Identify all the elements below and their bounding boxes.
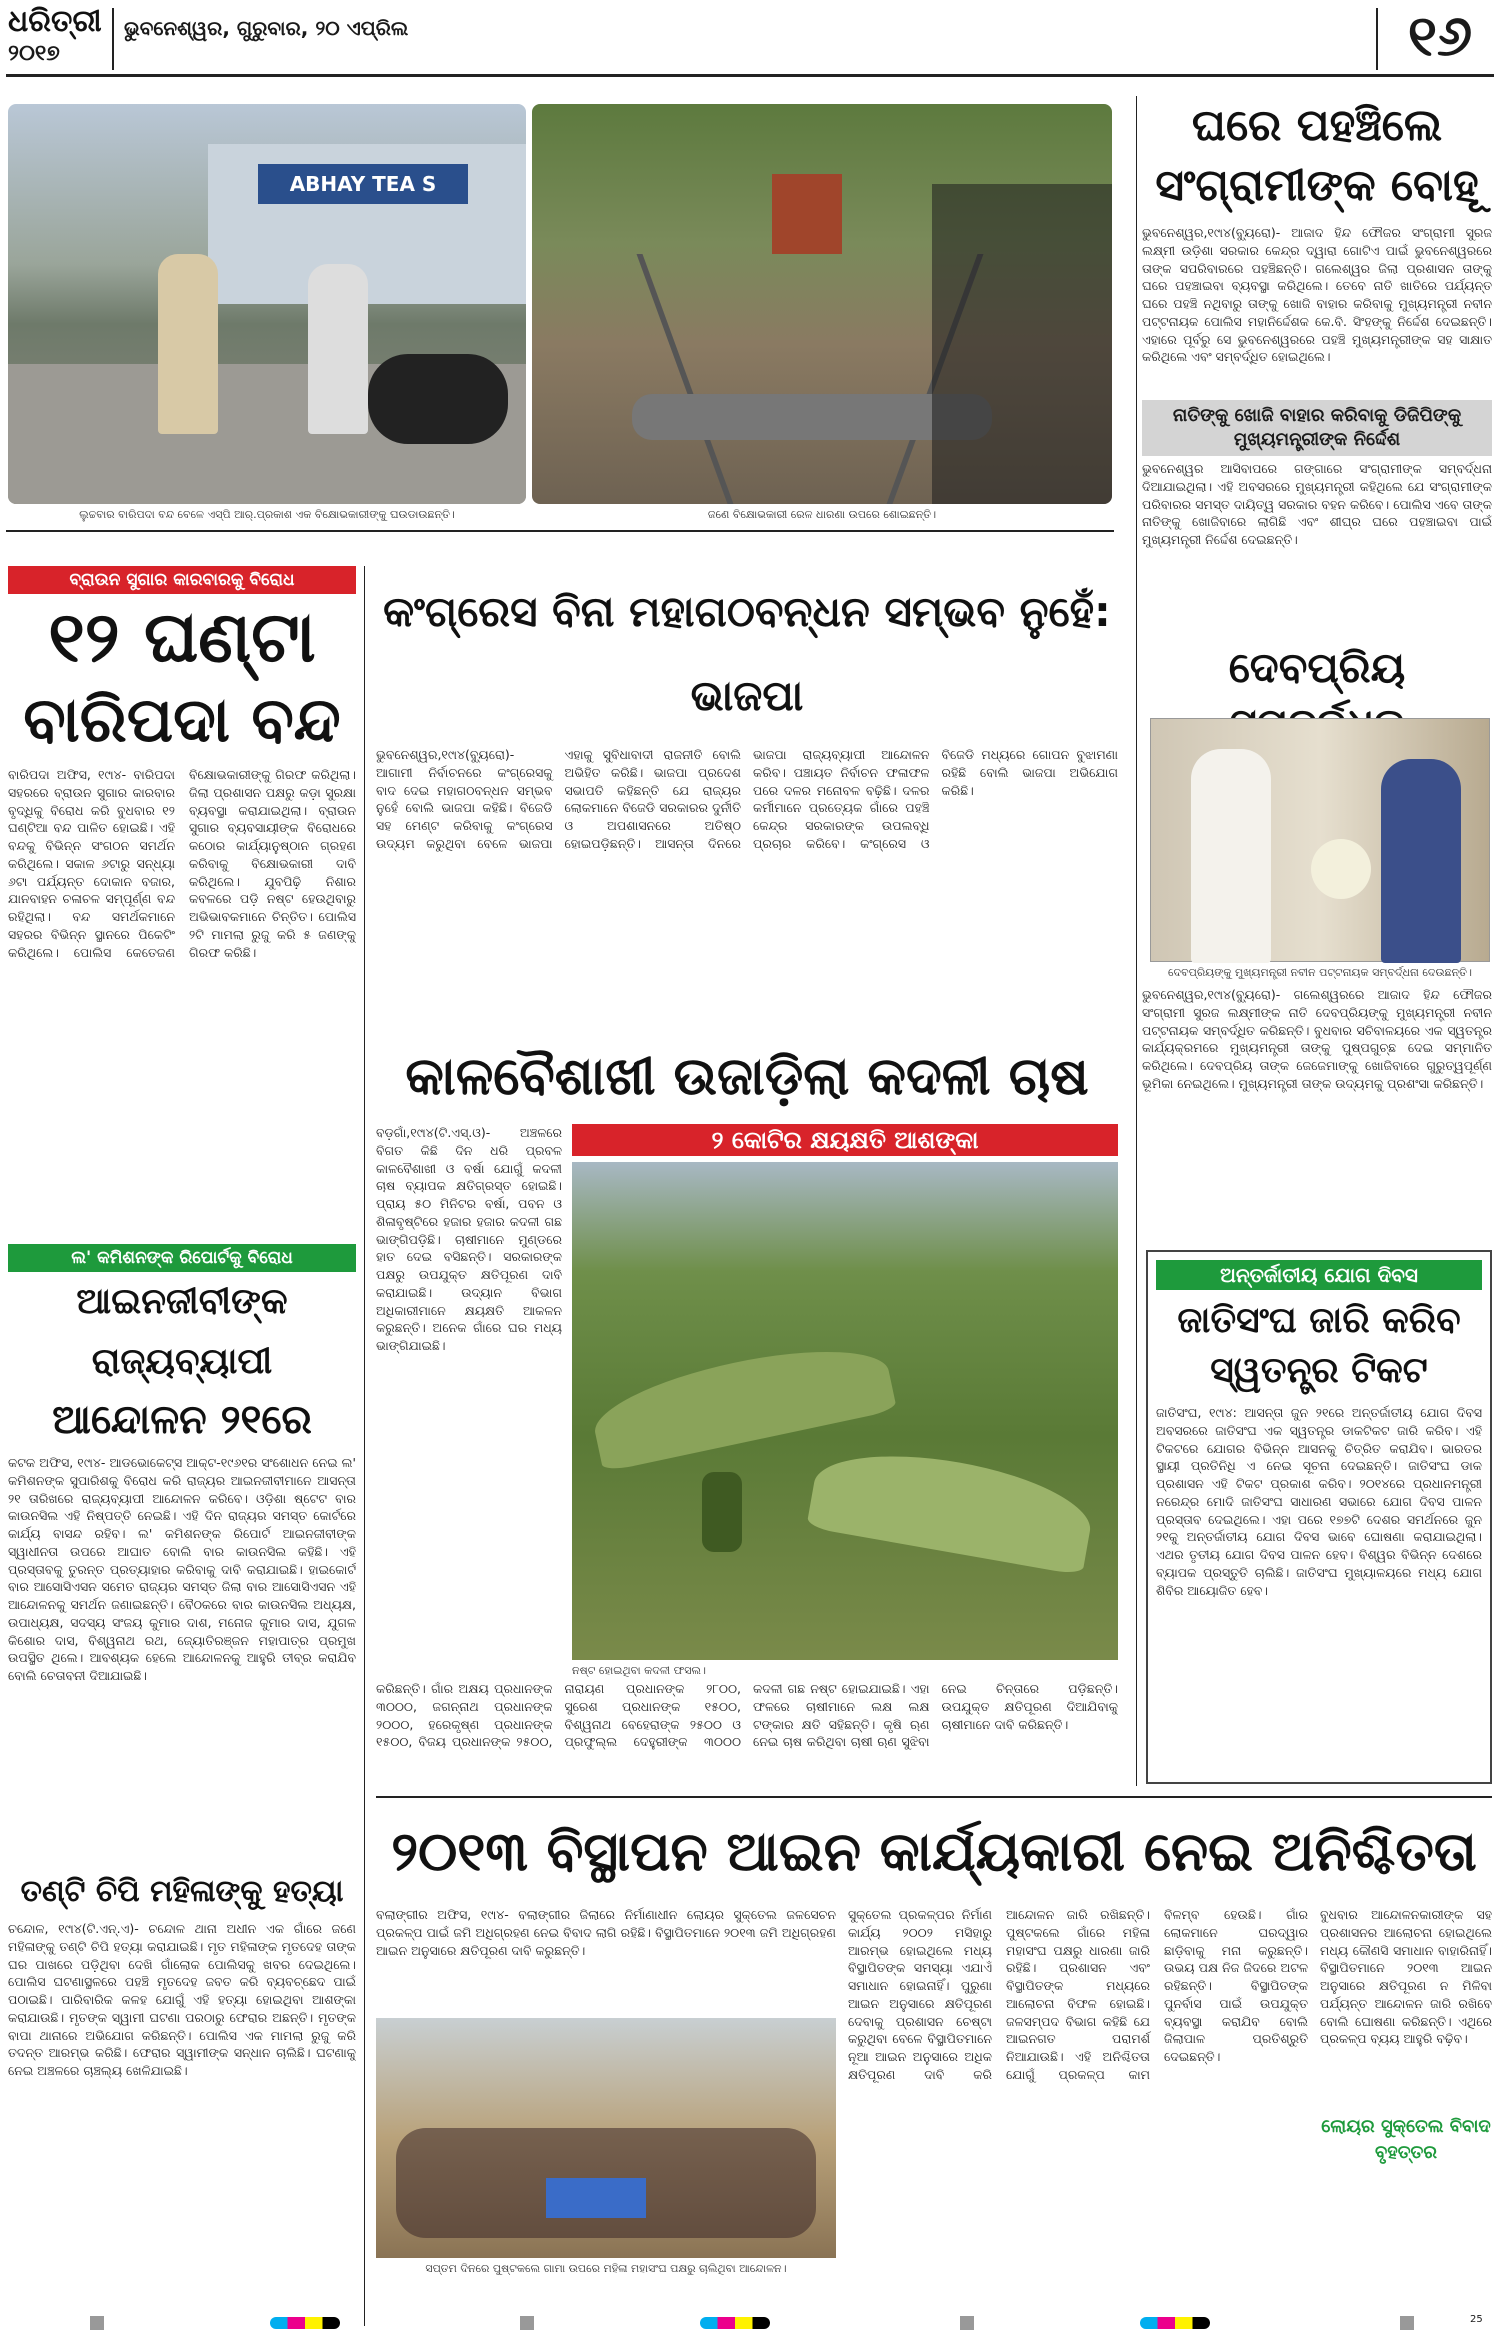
body-baripada: ବାରିପଦା ଅଫିସ, ୧୯ା୪- ବାରିପଦା ସହରରେ ବ୍ରାଉନ ସୁଗାର କାରବାର ବୃଦ୍ଧିକୁ ବିରୋଧ କରି ବୁଧବାର ୧୨ ଘଣ୍ଟିଆ ବନ୍ଦ ପାଳିତ ହୋଇଛି। ଏହି ବନ୍ଦକୁ ବିଭିନ୍ନ ସଂଗଠନ ସମର୍ଥନ କରିଥିଲେ। ସକାଳ ୬ଟାରୁ ସନ୍ଧ୍ୟା ୬ଟା ପର୍ଯ୍ୟନ୍ତ ଦୋକାନ ବଜାର, ଯାନବାହନ ଚଳାଚଳ ସମ୍ପୂର୍ଣ୍ଣ ବନ୍ଦ ରହିଥିଲା। ବନ୍ଦ ସମର୍ଥକମାନେ ସହରର ବିଭିନ୍ନ ସ୍ଥାନରେ ପିକେଟିଂ କରିଥିଲେ। ପୋଲିସ କେତେଜଣ ବିକ୍ଷୋଭକାରୀଙ୍କୁ ଗିରଫ କରିଥିଲା। ଜିଲା ପ୍ରଶାସନ ପକ୍ଷରୁ କଡ଼ା ସୁରକ୍ଷା ବ୍ୟବସ୍ଥା କରାଯାଇଥିଲା। ବ୍ରାଉନ ସୁଗାର ବ୍ୟବସାୟୀଙ୍କ ବିରୋଧରେ କଠୋର କାର୍ଯ୍ୟାନୁଷ୍ଠାନ ଗ୍ରହଣ କରିବାକୁ ବିକ୍ଷୋଭକାରୀ ଦାବି କରିଥିଲେ। ଯୁବପିଢ଼ି ନିଶାର କବଳରେ ପଡ଼ି ନଷ୍ଟ ହେଉଥିବାରୁ ଅଭିଭାବକମାନେ ଚିନ୍ତିତ। ପୋଲିସ ୨ଟି ମାମଲା ରୁଜୁ କରି ୫ ଜଣଙ୍କୁ ଗିରଫ କରିଛି। (8, 767, 356, 960)
logo-year: ୨୦୧୭ (8, 41, 60, 66)
body2-sangrami: ଭୁବନେଶ୍ୱର ଆସିବାପରେ ଗଙ୍ଗାରେ ସଂଗ୍ରାମୀଙ୍କ ସମ୍ବର୍ଦ୍ଧନା ଦିଆଯାଇଥିଲା। ଏହି ଅବସରରେ ମୁଖ୍ୟମନ୍ତ୍ରୀ କହିଥିଲେ ଯେ ସଂଗ୍ରାମୀଙ୍କ ପରିବାରର ସମସ୍ତ ଦାୟିତ୍ୱ ସରକାର ବହନ କରିବେ। ପୋଲିସ ଏବେ ତାଙ୍କ ନାତିଙ୍କୁ ଖୋଜିବାରେ ଲାଗିଛି ଏବଂ ଶୀଘ୍ର ଘରେ ପହଞ୍ଚାଇବା ପାଇଁ ମୁଖ୍ୟମନ୍ତ୍ରୀ ନିର୍ଦ୍ଦେଶ ଦେଇଛନ୍ତି। (1142, 461, 1492, 547)
headline-baripada-2: ବାରିପଦା ବନ୍ଦ (23, 683, 341, 756)
body-murder: ଚନ୍ଦୋଳ, ୧୯ା୪(ଟି.ଏନ୍‌.ଏ)- ଚନ୍ଦୋଳ ଥାନା ଅଧୀନ ଏକ ଗାଁରେ ଜଣେ ମହିଳାଙ୍କୁ ତଣ୍ଟି ଚିପି ହତ୍ୟା କରାଯାଇଛି। ମୃତ ମହିଳାଙ୍କ ମୃତଦେହ ତାଙ୍କ ଘର ପାଖରେ ପଡ଼ିଥିବା ଦେଖି ଗାଁଲୋକ ପୋଲିସକୁ ଖବର ଦେଇଥିଲେ। ପୋଲିସ ଘଟଣାସ୍ଥଳରେ ପହଞ୍ଚି ମୃତଦେହ ଜବତ କରି ବ୍ୟବଚ୍ଛେଦ ପାଇଁ ପଠାଇଛି। ପାରିବାରିକ କଳହ ଯୋଗୁଁ ଏହି ହତ୍ୟା ହୋଇଥିବା ଆଶଙ୍କା କରାଯାଉଛି। ମୃତଙ୍କ ସ୍ୱାମୀ ଘଟଣା ପରଠାରୁ ଫେରାର ଅଛନ୍ତି। ମୃତଙ୍କ ବାପା ଥାନାରେ ଅଭିଯୋଗ କରିଛନ୍ତି। ପୋଲିସ ଏକ ମାମଲା ରୁଜୁ କରି ତଦନ୍ତ ଆରମ୍ଭ କରିଛି। ଫେରାର ସ୍ୱାମୀଙ୍କ ସନ୍ଧାନ ଚାଲିଛି। ଘଟଣାକୁ ନେଇ ଅଞ୍ଚଳରେ ଚାଞ୍ଚଲ୍ୟ ଖେଳିଯାଇଛି। (8, 1921, 356, 2078)
body-lawyers: କଟକ ଅଫିସ, ୧୯ା୪- ଆଡଭୋକେଟ୍ସ ଆକ୍ଟ-୧୯୬୧ର ସଂଶୋଧନ ନେଇ ଲ' କମିଶନଙ୍କ ସୁପାରିଶକୁ ବିରୋଧ କରି ରାଜ୍ୟର ଆଇନଜୀବୀମାନେ ଆସନ୍ତା ୨୧ ତାରିଖରେ ରାଜ୍ୟବ୍ୟାପୀ ଆନ୍ଦୋଳନ କରିବେ। ଓଡ଼ିଶା ଷ୍ଟେଟ ବାର କାଉନସିଲ ଏହି ନିଷ୍ପତ୍ତି ନେଇଛି। ଏହି ଦିନ ରାଜ୍ୟର ସମସ୍ତ କୋର୍ଟରେ କାର୍ଯ୍ୟ ବାସନ୍ଦ ରହିବ। ଲ' କମିଶନଙ୍କ ରିପୋର୍ଟ ଆଇନଜୀବୀଙ୍କ ସ୍ୱାଧୀନତା ଉପରେ ଆଘାତ ବୋଲି ବାର କାଉନସିଲ କହିଛି। ଏହି ପ୍ରସ୍ତାବକୁ ତୁରନ୍ତ ପ୍ରତ୍ୟାହାର କରିବାକୁ ଦାବି କରାଯାଇଛି। ହାଇକୋର୍ଟ ବାର ଆସୋସିଏସନ ସମେତ ରାଜ୍ୟର ସମସ୍ତ ଜିଲା ବାର ଆସୋସିଏସନ ଏହି ଆନ୍ଦୋଳନକୁ ସମର୍ଥନ ଜଣାଇଛନ୍ତି। ବୈଠକରେ ବାର କାଉନସିଲ ଅଧ୍ୟକ୍ଷ, ଉପାଧ୍ୟକ୍ଷ, ସଦସ୍ୟ ସଂଜୟ କୁମାର ଦାଶ, ମନୋଜ କୁମାର ଦାସ, ଯୁଗଳ କିଶୋର ଦାସ, ବିଶ୍ୱନାଥ ରଥ, ଜ୍ୟୋତିରଞ୍ଜନ ମହାପାତ୍ର ପ୍ରମୁଖ ଉପସ୍ଥିତ ଥିଲେ। ଆବଶ୍ୟକ ହେଲେ ଆନ୍ଦୋଳନକୁ ଆହୁରି ତୀବ୍ର କରାଯିବ ବୋଲି ଚେତାବନୀ ଦିଆଯାଇଛି। (8, 1455, 356, 1683)
reg-mark-gray-4 (1400, 2316, 1414, 2330)
man-figure (308, 264, 368, 434)
body-debapriya: ଭୁବନେଶ୍ୱର,୧୯ା୪(ବ୍ୟୁରୋ)- ଗଲେଶ୍ୱରରେ ଆଜାଦ ହିନ୍ଦ ଫୌଜର ସଂଗ୍ରାମୀ ସୁରଜ ଲକ୍ଷ୍ମୀଙ୍କ ନାତି ଦେବପ୍ରିୟଙ୍କୁ ମୁଖ୍ୟମନ୍ତ୍ରୀ ନବୀନ ପଟ୍ଟନାୟକ ସମ୍ବର୍ଦ୍ଧିତ କରିଛନ୍ତି। ବୁଧବାର ସଚିବାଳୟରେ ଏକ ସ୍ୱତନ୍ତ୍ର କାର୍ଯ୍ୟକ୍ରମରେ ମୁଖ୍ୟମନ୍ତ୍ରୀ ତାଙ୍କୁ ପୁଷ୍ପଗୁଚ୍ଛ ଦେଇ ସମ୍ମାନିତ କରିଥିଲେ। ଦେବପ୍ରିୟ ତାଙ୍କ ଜେଜେମାଙ୍କୁ ଖୋଜିବାରେ ଗୁରୁତ୍ୱପୂର୍ଣ୍ଣ ଭୂମିକା ନେଇଥିଲେ। ମୁଖ୍ୟମନ୍ତ୍ରୀ ତାଙ୍କ ଉଦ୍ୟମକୁ ପ୍ରଶଂସା କରିଛନ୍ତି। (1142, 987, 1492, 1091)
story-congress (376, 570, 1118, 980)
headline-debapriya: ଦେବପ୍ରିୟ (1228, 643, 1406, 692)
story-displacement (376, 1806, 1492, 2306)
body-banana-left: ବଡ଼ଗାଁ,୧୯ା୪(ଟି.ଏସ୍‌.ଓ)- ଅଞ୍ଚଳରେ ବିଗତ କିଛି ଦିନ ଧରି ପ୍ରବଳ କାଳବୈଶାଖୀ ଓ ବର୍ଷା ଯୋଗୁଁ କଦଳୀ ଚାଷ ବ୍ୟାପକ କ୍ଷତିଗ୍ରସ୍ତ ହୋଇଛି। ପ୍ରାୟ ୫୦ ମିନିଟର ବର୍ଷା, ପବନ ଓ ଶିଳାବୃଷ୍ଟିରେ ହଜାର ହଜାର କଦଳୀ ଗଛ ଭାଙ୍ଗିପଡ଼ିଛି। ଚାଷୀମାନେ ମୁଣ୍ଡରେ ହାତ ଦେଇ ବସିଛନ୍ତି। ସରକାରଙ୍କ ପକ୍ଷରୁ ଉପଯୁକ୍ତ କ୍ଷତିପୂରଣ ଦାବି କରାଯାଇଛି। ଉଦ୍ୟାନ ବିଭାଗ ଅଧିକାରୀମାନେ କ୍ଷୟକ୍ଷତି ଆକଳନ କରୁଛନ୍ତି। ଅନେକ ଗାଁରେ ଘର ମଧ୍ୟ ଭାଙ୍ଗିଯାଇଛି। (376, 1125, 562, 1353)
subhead-sangrami: ନାତିଙ୍କୁ ଖୋଜି ବାହାର କରିବାକୁ ଡିଜିପିଙ୍କୁ ମୁଖ୍ୟମନ୍ତ୍ରୀଙ୍କ ନିର୍ଦ୍ଦେଶ (1142, 400, 1492, 456)
banana-bunch (702, 1472, 742, 1552)
blue-tarp (546, 2178, 646, 2218)
rule-above-displacement (376, 1796, 1492, 1798)
tag-baripada: ବ୍ରାଉନ ସୁଗାର କାରବାରକୁ ବିରୋଧ (8, 566, 356, 594)
color-dots-2 (700, 2317, 770, 2329)
train-engine (772, 174, 842, 254)
divider-left-col (364, 566, 365, 2326)
youth-figure (1381, 759, 1461, 963)
story-murder (8, 1870, 356, 2306)
reg-mark-gray-1 (90, 2316, 104, 2330)
crowd-right (932, 184, 1112, 504)
bouquet (1311, 839, 1371, 899)
masthead-divider-left (112, 8, 114, 70)
headline-yoga: ଜାତିସଂଘ ଜାରି କରିବ ସ୍ୱତନ୍ତ୍ର ଟିକଟ (1177, 1300, 1461, 1391)
divider-right-col-1 (1136, 96, 1137, 1786)
footer-bar (0, 2310, 1500, 2335)
color-dots-1 (270, 2317, 340, 2329)
tag-banana: ୨ କୋଟିର କ୍ଷୟକ୍ଷତି ଆଶଙ୍କା (572, 1124, 1118, 1156)
headline-lawyers-2: ଆନ୍ଦୋଳନ ୨୧ରେ (52, 1397, 312, 1443)
caption-rail-protest: ଜଣେ ବିକ୍ଷୋଭକାରୀ ରେଳ ଧାରଣା ଉପରେ ଶୋଇଛନ୍ତି। (707, 508, 937, 521)
rail-track-left (637, 254, 734, 504)
cm-figure (1191, 749, 1271, 963)
photo-rail-protest (532, 104, 1112, 504)
story-yoga (1146, 1250, 1492, 1784)
headline-lawyers-1: ଆଇନଜୀବୀଙ୍କ ରାଜ୍ୟବ୍ୟାପୀ (76, 1281, 288, 1382)
subhead-displacement: ଲୋୟର ସୁକ୍ତେଲ ବିବାଦ ବୃହତ୍ତର (1321, 2116, 1491, 2163)
footer-page-code: 25 (1470, 2314, 1483, 2325)
tag-yoga: ଅନ୍ତର୍ଜାତୀୟ ଯୋଗ ଦିବସ (1156, 1260, 1482, 1290)
body-displacement-right: ସୁକ୍ତେଲ ପ୍ରକଳ୍ପର ନିର୍ମାଣ କାର୍ଯ୍ୟ ୨୦୦୨ ମସିହାରୁ ଆରମ୍ଭ ହୋଇଥିଲେ ମଧ୍ୟ ବିସ୍ଥାପିତଙ୍କ ସମସ୍ୟା ଏଯାଏଁ ସମାଧାନ ହୋଇନାହିଁ। ପୁରୁଣା ଆଇନ ଅନୁସାରେ କ୍ଷତିପୂରଣ ଦେବାକୁ ପ୍ରଶାସନ ଚେଷ୍ଟା କରୁଥିବା ବେଳେ ବିସ୍ଥାପିତମାନେ ନୂଆ ଆଇନ ଅନୁସାରେ ଅଧିକ କ୍ଷତିପୂରଣ ଦାବି କରି ଆନ୍ଦୋଳନ ଜାରି ରଖିଛନ୍ତି। ପୁଷ୍ଟକଲେ ଗାଁରେ ମହିଳା ମହାସଂଘ ପକ୍ଷରୁ ଧାରଣା ଜାରି ରହିଛି। ପ୍ରଶାସନ ଏବଂ ବିସ୍ଥାପିତଙ୍କ ମଧ୍ୟରେ ଆଲୋଚନା ବିଫଳ ହୋଇଛି। ଜଳସମ୍ପଦ ବିଭାଗ କହିଛି ଯେ ଆଇନଗତ ପରାମର୍ଶ ନିଆଯାଉଛି। ଏହି ଅନିଶ୍ଚିତତା ଯୋଗୁଁ ପ୍ରକଳ୍ପ କାମ ବିଳମ୍ବ ହେଉଛି। ଗାଁର ଲୋକମାନେ ଘରଦ୍ୱାର ଛାଡ଼ିବାକୁ ମନା କରୁଛନ୍ତି। ଉଭୟ ପକ୍ଷ ନିଜ ଜିଦରେ ଅଟଳ ରହିଛନ୍ତି। ବିସ୍ଥାପିତଙ୍କ ପୁନର୍ବାସ ପାଇଁ ଉପଯୁକ୍ତ ବ୍ୟବସ୍ଥା କରାଯିବ ବୋଲି ଜିଲାପାଳ ପ୍ରତିଶ୍ରୁତି ଦେଇଛନ୍ତି। (848, 1907, 1308, 2082)
logo-text: ଧରିତ୍ରୀ (8, 4, 102, 39)
masthead (0, 0, 1500, 82)
photo-displacement (376, 2018, 836, 2258)
tag-lawyers: ଲ' କମିଶନଙ୍କ ରିପୋର୍ଟକୁ ବିରୋଧ (8, 1244, 356, 1272)
fallen-leaves-1 (587, 1332, 897, 1473)
shop-sign: ABHAY TEA S (258, 164, 468, 204)
story-lawyers (8, 1244, 356, 1864)
reg-mark-gray-3 (960, 2316, 974, 2330)
fallen-leaves-2 (806, 1438, 1097, 1575)
story-banana (376, 1040, 1118, 1780)
headline-baripada-1: ୧୨ ଘଣ୍ଟା (48, 596, 316, 678)
story-baripada (8, 566, 356, 1196)
subhead-box-displacement (1320, 1906, 1492, 2298)
dateline: ଭୁବନେଶ୍ୱର, ଗୁରୁବାର, ୨୦ ଏପ୍ରିଲ (124, 16, 409, 40)
page-number: ୧୬ (1407, 4, 1473, 69)
reg-mark-gray-2 (520, 2316, 534, 2330)
caption-banana: ନଷ୍ଟ ହୋଇଥିବା କଦଳୀ ଫସଲ। (572, 1664, 706, 1677)
body-sangrami: ଭୁବନେଶ୍ୱର,୧୯ା୪(ବ୍ୟୁରୋ)- ଆଜାଦ ହିନ୍ଦ ଫୌଜର ସଂଗ୍ରାମୀ ସୁରଜ ଲକ୍ଷ୍ମୀ ଉଡ଼ିଶା ସରକାର କେନ୍ଦ୍ର ଦ୍ୱାରା ଗୋଟିଏ ପାଇଁ ଭୁବନେଶ୍ୱରରେ ତାଙ୍କ ସପରିବାରରେ ପହଞ୍ଚିଛନ୍ତି। ଗଲେଶ୍ୱର ଜିଲା ପ୍ରଶାସନ ତାଙ୍କୁ ଘରେ ପହଞ୍ଚାଇବା ବ୍ୟବସ୍ଥା କରିଥିଲେ। ତେବେ ନାତି ଖାତିରେ ପର୍ଯ୍ୟନ୍ତ ଘରେ ପହଞ୍ଚି ନଥିବାରୁ ତାଙ୍କୁ ଖୋଜି ବାହାର କରିବାକୁ ମୁଖ୍ୟମନ୍ତ୍ରୀ ନବୀନ ପଟ୍ଟନାୟକ ପୋଲିସ ମହାନିର୍ଦ୍ଦେଶକ କେ.ବି. ସିଂହଙ୍କୁ ନିର୍ଦ୍ଦେଶ ଦେଇଛନ୍ତି। ଏହାରେ ପୂର୍ବରୁ ସେ ଭୁବନେଶ୍ୱରରେ ପହଞ୍ଚି ମୁଖ୍ୟମନ୍ତ୍ରୀଙ୍କ ସହ ସାକ୍ଷାତ କରିଥିଲେ ଏବଂ ସମ୍ବର୍ଦ୍ଧିତ ହୋଇଥିଲେ। (1142, 225, 1492, 365)
body-banana-bottom: କରିଛନ୍ତି। ଗାଁର ଅକ୍ଷୟ ପ୍ରଧାନଙ୍କ ୩୦୦୦, ଜଗନ୍ନାଥ ପ୍ରଧାନଙ୍କ ୨୦୦୦, ହରେକୃଷ୍ଣ ପ୍ରଧାନଙ୍କ ୧୫୦୦, ବିଜୟ ପ୍ରଧାନଙ୍କ ୨୫୦୦, ନାରାୟଣ ପ୍ରଧାନଙ୍କ ୨୮୦୦, ସୁରେଶ ପ୍ରଧାନଙ୍କ ୧୫୦୦, ବିଶ୍ୱନାଥ ବେହେରାଙ୍କ ୨୫୦୦ ଓ ପ୍ରଫୁଲ୍ଲ ଦେହୁରୀଙ୍କ ୩୦୦୦ କଦଳୀ ଗଛ ନଷ୍ଟ ହୋଇଯାଇଛି। ଏହା ଫଳରେ ଚାଷୀମାନେ ଲକ୍ଷ ଲକ୍ଷ ଟଙ୍କାର କ୍ଷତି ସହିଛନ୍ତି। କୃଷି ଋଣ ନେଇ ଚାଷ କରିଥିବା ଚାଷୀ ଋଣ ସୁଝିବା ନେଇ ଚିନ୍ତାରେ ପଡ଼ିଛନ୍ତି। ଉପଯୁକ୍ତ କ୍ଷତିପୂରଣ ଦିଆଯିବାକୁ ଚାଷୀମାନେ ଦାବି କରିଛନ୍ତି। (376, 1681, 1118, 1750)
body-yoga: ଜାତିସଂଘ, ୧୯ା୪: ଆସନ୍ତା ଜୁନ ୨୧ରେ ଅନ୍ତର୍ଜାତୀୟ ଯୋଗ ଦିବସ ଅବସରରେ ଜାତିସଂଘ ଏକ ସ୍ୱତନ୍ତ୍ର ଡାକଟିକଟ ଜାରି କରିବ। ଏହି ଟିକଟରେ ଯୋଗର ବିଭିନ୍ନ ଆସନକୁ ଚିତ୍ରିତ କରାଯିବ। ଭାରତର ସ୍ଥାୟୀ ପ୍ରତିନିଧି ଏ ନେଇ ସୂଚନା ଦେଇଛନ୍ତି। ଜାତିସଂଘ ଡାକ ପ୍ରଶାସନ ଏହି ଟିକଟ ପ୍ରକାଶ କରିବ। ୨୦୧୪ରେ ପ୍ରଧାନମନ୍ତ୍ରୀ ନରେନ୍ଦ୍ର ମୋଦି ଜାତିସଂଘ ସାଧାରଣ ସଭାରେ ଯୋଗ ଦିବସ ପାଳନ ପ୍ରସ୍ତାବ ଦେଇଥିଲେ। ଏହା ପରେ ୧୭୭ଟି ଦେଶର ସମର୍ଥନରେ ଜୁନ ୨୧କୁ ଅନ୍ତର୍ଜାତୀୟ ଯୋଗ ଦିବସ ଭାବେ ଘୋଷଣା କରାଯାଇଥିଲା। ଏଥର ତୃତୀୟ ଯୋଗ ଦିବସ ପାଳନ ହେବ। ବିଶ୍ୱର ବିଭିନ୍ନ ଦେଶରେ ବ୍ୟାପକ ପ୍ରସ୍ତୁତି ଚାଲିଛି। ଜାତିସଂଘ ମୁଖ୍ୟାଳୟରେ ମଧ୍ୟ ଯୋଗ ଶିବିର ଆୟୋଜିତ ହେବ। (1156, 1405, 1482, 1598)
masthead-divider-right (1376, 8, 1378, 70)
caption-debapriya: ଦେବପ୍ରିୟଙ୍କୁ ମୁଖ୍ୟମନ୍ତ୍ରୀ ନବୀନ ପଟ୍ଟନାୟକ ସମ୍ବର୍ଦ୍ଧନା ଦେଉଛନ୍ତି। (1168, 966, 1472, 979)
policeman-figure (158, 254, 218, 434)
color-dots-3 (1140, 2317, 1210, 2329)
newspaper-logo (8, 4, 108, 74)
headline-congress: କଂଗ୍ରେସ ବିନା ମହାଗଠବନ୍ଧନ ସମ୍ଭବ ନୁହେଁ: ଭାଜପା (383, 587, 1111, 720)
body-displacement-side: ବୁଧବାର ଆନ୍ଦୋଳନକାରୀଙ୍କ ସହ ପ୍ରଶାସନର ଆଲୋଚନା ହୋଇଥିଲେ ମଧ୍ୟ କୌଣସି ସମାଧାନ ବାହାରିନାହିଁ। ବିସ୍ଥାପିତମାନେ ୨୦୧୩ ଆଇନ ଅନୁସାରେ କ୍ଷତିପୂରଣ ନ ମିଳିବା ପର୍ଯ୍ୟନ୍ତ ଆନ୍ଦୋଳନ ଜାରି ରଖିବେ ବୋଲି ଘୋଷଣା କରିଛନ୍ତି। ଏଥିରେ ପ୍ରକଳ୍ପ ବ୍ୟୟ ଆହୁରି ବଢ଼ିବ। (1320, 1907, 1492, 2047)
headline-displacement: ୨୦୧୩ ବିସ୍ଥାପନ ଆଇନ କାର୍ଯ୍ୟକାରୀ ନେଇ ଅନିଶ୍ଚିତତା (391, 1820, 1477, 1883)
masthead-bottom-rule (6, 74, 1494, 77)
body-displacement-left: ବଲାଙ୍ଗୀର ଅଫିସ, ୧୯ା୪- ବଲାଙ୍ଗୀର ଜିଲାରେ ନିର୍ମାଣାଧୀନ ଲୋୟର ସୁକ୍ତେଲ ଜଳସେଚନ ପ୍ରକଳ୍ପ ପାଇଁ ଜମି ଅଧିଗ୍ରହଣ ନେଇ ବିବାଦ ଲାଗି ରହିଛି। ବିସ୍ଥାପିତମାନେ ୨୦୧୩ ଜମି ଅଧିଗ୍ରହଣ ଆଇନ ଅନୁସାରେ କ୍ଷତିପୂରଣ ଦାବି କରୁଛନ୍ତି। (376, 1907, 836, 1958)
body-congress: ଭୁବନେଶ୍ୱର,୧୯ା୪(ବ୍ୟୁରୋ)- ଆଗାମୀ ନିର୍ବାଚନରେ କଂଗ୍ରେସକୁ ବାଦ ଦେଇ ମହାଗଠବନ୍ଧନ ସମ୍ଭବ ନୁହେଁ ବୋଲି ଭାଜପା କହିଛି। ବିଜେଡି ସହ ମେଣ୍ଟ କରିବାକୁ କଂଗ୍ରେସ ଉଦ୍ୟମ କରୁଥିବା ବେଳେ ଭାଜପା ଏହାକୁ ସୁବିଧାବାଦୀ ରାଜନୀତି ବୋଲି ଅଭିହିତ କରିଛି। ଭାଜପା ପ୍ରଦେଶ ସଭାପତି କହିଛନ୍ତି ଯେ ରାଜ୍ୟର ଲୋକମାନେ ବିଜେଡି ସରକାରର ଦୁର୍ନୀତି ଓ ଅପଶାସନରେ ଅତିଷ୍ଠ ହୋଇପଡ଼ିଛନ୍ତି। ଆସନ୍ତା ଦିନରେ ଭାଜପା ରାଜ୍ୟବ୍ୟାପୀ ଆନ୍ଦୋଳନ କରିବ। ପଞ୍ଚାୟତ ନିର୍ବାଚନ ଫଳାଫଳ ପରେ ଦଳର ମନୋବଳ ବଢ଼ିଛି। ଦଳର କର୍ମୀମାନେ ପ୍ରତ୍ୟେକ ଗାଁରେ ପହଞ୍ଚି କେନ୍ଦ୍ର ସରକାରଙ୍କ ଉପଲବ୍ଧି ପ୍ରଚାର କରିବେ। କଂଗ୍ରେସ ଓ ବିଜେଡି ମଧ୍ୟରେ ଗୋପନ ବୁଝାମଣା ରହିଛି ବୋଲି ଭାଜପା ଅଭିଯୋଗ କରିଛି। (376, 747, 1118, 851)
caption-displacement: ସପ୍ତମ ଦିନରେ ପୁଷ୍ଟକଲେ ଗାମା ଉପରେ ମହିଳା ମହାସଂଘ ପକ୍ଷରୁ ଚାଲିଥିବା ଆନ୍ଦୋଳନ। (425, 2262, 787, 2275)
motorcycle (368, 354, 508, 444)
photo-banana (572, 1162, 1118, 1660)
headline-banana: କାଳବୈଶାଖୀ ଉଜାଡ଼ିଲା କଦଳୀ ଚାଷ (405, 1047, 1089, 1107)
rule-under-photos (6, 530, 1114, 532)
headline-sangrami: ଘରେ ପହଞ୍ଚିଲେ ସଂଗ୍ରାମୀଙ୍କ ବୋହୂ (1155, 100, 1479, 211)
caption-baripada-police: ଲୁଚ୍ଚବାର ବାରିପଦା ବନ୍ଦ ବେଳେ ଏସ୍‌ପି ଆର୍‌.ପ୍ରକାଶ ଏକ ବିକ୍ଷୋଭକାରୀଙ୍କୁ ଘଉଡାଉଛନ୍ତି। (79, 508, 455, 521)
headline-murder: ତଣ୍ଟି ଚିପି ମହିଳାଙ୍କୁ ହତ୍ୟା (20, 1874, 344, 1909)
photo-debapriya (1150, 718, 1490, 962)
photo-baripada-police (8, 104, 526, 504)
story-sangrami (1142, 96, 1492, 547)
story-debapriya (1142, 640, 1492, 1200)
